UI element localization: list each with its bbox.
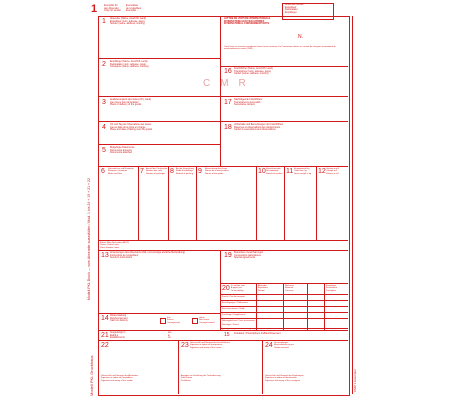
box-13-number: 13 [101,252,109,259]
carriage-paid-checkbox[interactable] [160,318,166,324]
box-9-label: Bezeichnung des Gutes Nature de la marchandise Nature of the goods [205,168,229,175]
number-label: N. [298,34,303,40]
box-16-number: 16 [224,68,232,75]
pay-row-2: Ermäßigungen / Réductions [222,302,248,304]
box-4-label: Ort und Tag der Übernahme des Gutes Lieu et date de la prise en charge Place and date of taking over the goods [110,123,153,132]
box-10-number: 10 [258,168,266,175]
box-5-label: Beigefügte Dokumente Documents annexés Documents attached [110,146,135,155]
box-21-date: am le on [168,331,172,340]
box-18-number: 18 [224,124,232,131]
box-14-number: 14 [101,315,109,322]
carriage-forward-checkbox[interactable] [192,318,198,324]
box-3-number: 3 [102,99,106,106]
box-24-label: Gut empfangen Marchandises reçues Goods received [274,342,294,349]
box-11-label: Bruttogewicht kg Poids brut, kg Gross weight in kg [294,168,312,175]
pay-row-5: Nebengebühren / Frais accessoires [222,320,255,322]
left-vertical-note: Modell PKL Druck — vom Absender auszufüllen / Mod. 1 bis 24 + 19 + 21 + 22 [87,178,91,300]
pay-row-7: Zu zahlende Gesamtsumme / Total [222,330,255,332]
copy-note-2: Exemplaire de l'expéditeur Exemplar ... [126,4,142,13]
box-22-signature: Unterschrift und Stempel des Absenders Signature et timbre de l'expéditeur Signature and stamp of the sender [101,375,139,382]
box-6-number: 6 [101,168,105,175]
box-19-label: Besondere Vereinbarungen Conventions particulières Special agreements [234,251,264,260]
box-8-label: Art der Verpackung Mode d'emballage Method of packing [176,168,194,175]
box-22-number: 22 [101,342,109,349]
box-23-number: 23 [181,342,189,349]
box-15-number: 15 [224,332,230,338]
pay-col-consignee: Empfänger Destinataire Consignee [326,285,338,292]
carriage-forward-label: Unfrei Non franco Carriage forward [199,317,215,324]
convention-text: Cette lettre est soumise nonobstant toute clause contraire à la Convention relative au contrat de transport international de marchandises par route (CMR) [224,46,336,51]
box-14-label: Rückerstattung Remboursement Cash on delivery [110,314,128,323]
box-20-number: 20 [222,285,230,292]
form-title: LETTRE DE VOITURE INTERNATIONALE INTERNATIONALER FRACHTBRIEF INTERNATIONAL CONSIGNMENT NOTE [224,17,271,26]
box-16-label: Frachtführer (Name, Anschrift, Land) Transporteur (nom, adresse, pays) Carrier (name, address, country) [234,67,273,76]
box-7-number: 7 [140,168,144,175]
box-3-label: Auslieferungsort des Gutes (Ort, Land) Lieu prévu pour la livraison Place of delivery of the goods [110,98,152,107]
box-9-number: 9 [198,168,202,175]
box-4-number: 4 [102,124,106,131]
box-24-signature: Unterschrift und Stempel des Empfängers Signature et timbre du destinataire Signature and stamp of the consignee [265,375,304,382]
box-1-number: 1 [102,18,106,25]
top-right-label: Absender/Sender Expéditeur Destinataire Empfänger [285,3,304,15]
adr-class-row: Klasse Ziffer Buchstabe (ADR*) Classe Chiffre Lettre Class Number Letter [100,242,130,249]
box-20-label: Zu zahlen vom: A payer par: To be paid by: [231,285,246,292]
box-5-number: 5 [102,147,106,154]
box-1-label: Absender (Name, Anschrift, Land) Expéditeur (nom, adresse, pays) Sender (name, address, country) [110,17,147,26]
pay-col-sender: Absender Expéditeur Sender [258,285,268,292]
pay-row-4: Zuschläge / Suppléments [222,314,246,316]
box-17-label: Nachfolgende Frachtführer Transporteurs successifs Successive carriers [234,98,263,107]
box-12-label: Umfang in m3 Cubage m3 Volume in m3 [326,168,339,175]
box-2-number: 2 [102,61,106,68]
box-17-number: 17 [224,99,232,106]
box-12-number: 12 [318,168,326,175]
box-21-label: Ausgefertigt in Etabli à Established in [110,331,126,340]
box-21-number: 21 [101,332,109,339]
box-24-number: 24 [265,342,273,349]
carriage-paid-label: Frei Franco Carriage paid [167,317,180,324]
box-7-label: Anzahl der Packstücke Nombre des colis Number of packages [146,168,168,175]
box-8-number: 8 [170,168,174,175]
box-18-label: Vorbehalte und Bemerkungen der Frachtführer Réserves et observations des transporteurs Carrier's reservations and observations [234,123,284,132]
cmr-watermark: CMR [203,78,256,89]
copy-note: Exemplar für den Absender Copy for sender [104,4,122,13]
copy-number: 1 [91,3,98,15]
footer-right: CMR 1 Exemplar [353,369,357,392]
pay-row-1: Fracht / Prix de transport [222,296,245,298]
box-13-label: Anweisungen des Absenders (Zoll- und sonstige amtliche Behandlung) Instructions de l'expéditeur Sender's instructions [110,251,185,260]
box-6-label: Kennzeichen und Nummern Marques et numéros Marks and Nos [108,168,134,175]
box-23-signature: Angaben zur Ermittlung der Tarifentfernung Date/Datum Zeit/Heure [181,375,221,382]
box-11-number: 11 [286,168,294,175]
pay-row-3: Zwischensumme / Solde [222,308,245,310]
pay-col-currency: Währung Monnaie Currency [285,285,294,292]
column-divider [220,16,221,166]
box-23-label: Unterschrift und Stempel des Frachtführers Signature et timbre du transporteur Signature and stamp of the carrier [190,342,230,349]
footer-code: Modell PKL Druckhaus [89,355,94,396]
box-15-label: Frankatur / Prescriptions d'affranchissement [234,332,281,335]
box-2-label: Empfänger (Name, Anschrift, Land) Destinataire (nom, adresse, pays) Consignee (name, address, country) [110,60,149,69]
box-10-label: Statistiknummer No statistique Statistical number [266,168,283,175]
box-19-number: 19 [224,252,232,259]
pay-row-6: Sonstiges / Divers [222,324,239,326]
